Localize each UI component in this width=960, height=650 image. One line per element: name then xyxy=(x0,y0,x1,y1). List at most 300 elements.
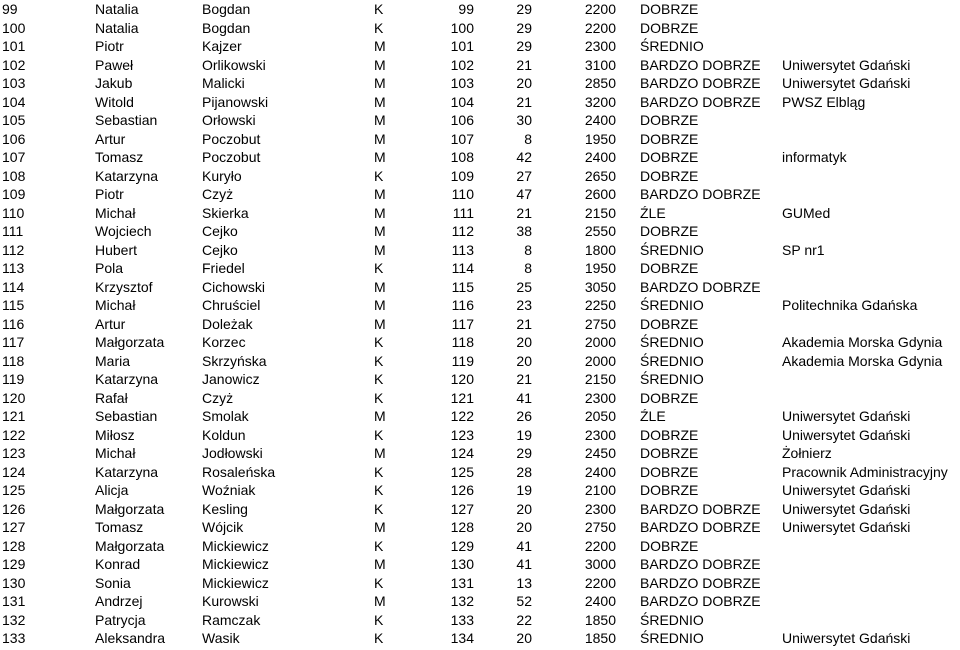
table-row xyxy=(0,296,960,315)
row-id-cell: 127 xyxy=(2,519,26,535)
table-row xyxy=(0,0,960,19)
grade-cell: DOBRZE xyxy=(640,537,699,554)
first-name-cell: Katarzyna xyxy=(95,463,159,480)
sex-cell: M xyxy=(374,56,386,73)
last-name-cell: Skierka xyxy=(202,204,249,221)
sex-cell: M xyxy=(374,445,386,461)
last-name-cell: Kajzer xyxy=(202,38,242,54)
row-id-cell: 119 xyxy=(2,371,25,387)
age-cell: 23 xyxy=(516,297,532,313)
sex-cell: M xyxy=(374,93,386,110)
salary-cell: 2450 xyxy=(584,445,616,461)
row-id-cell: 104 xyxy=(2,93,26,110)
salary-cell: 2400 xyxy=(584,149,616,165)
number-cell: 107 xyxy=(450,130,474,147)
grade-cell: DOBRZE xyxy=(640,463,699,480)
first-name-cell: Michał xyxy=(95,204,136,221)
sex-cell: K xyxy=(374,167,384,184)
table-row xyxy=(0,19,960,38)
sex-cell: M xyxy=(374,38,386,54)
number-cell: 128 xyxy=(450,519,474,535)
salary-cell: 2200 xyxy=(584,574,616,591)
row-id-cell: 133 xyxy=(2,630,26,646)
salary-cell: 2650 xyxy=(584,167,616,184)
last-name-cell: Chruściel xyxy=(202,297,261,313)
table-row xyxy=(0,407,960,426)
organization-cell: GUMed xyxy=(782,204,831,221)
grade-cell: DOBRZE xyxy=(640,482,699,498)
age-cell: 42 xyxy=(516,149,532,165)
organization-cell: Uniwersytet Gdański xyxy=(782,500,911,517)
age-cell: 29 xyxy=(516,38,532,54)
age-cell: 8 xyxy=(524,130,532,147)
age-cell: 20 xyxy=(516,352,532,369)
grade-cell: ŚREDNIO xyxy=(640,38,704,54)
table-row xyxy=(0,333,960,352)
table-row xyxy=(0,426,960,445)
number-cell: 122 xyxy=(450,408,474,424)
row-id-cell: 125 xyxy=(2,482,26,498)
grade-cell: BARDZO DOBRZE xyxy=(640,75,761,91)
age-cell: 41 xyxy=(516,556,532,572)
number-cell: 115 xyxy=(451,278,474,295)
last-name-cell: Koldun xyxy=(202,426,246,443)
first-name-cell: Sebastian xyxy=(95,408,158,424)
organization-cell: Akademia Morska Gdynia xyxy=(782,334,943,350)
row-id-cell: 101 xyxy=(2,38,26,54)
salary-cell: 2200 xyxy=(584,19,616,36)
table-row xyxy=(0,74,960,93)
organization-cell: Uniwersytet Gdański xyxy=(782,630,911,646)
row-id-cell: 99 xyxy=(2,1,18,17)
table-row xyxy=(0,389,960,408)
sex-cell: K xyxy=(374,630,384,646)
sex-cell: K xyxy=(374,352,384,369)
salary-cell: 2000 xyxy=(584,352,616,369)
number-cell: 129 xyxy=(450,537,474,554)
table-row xyxy=(0,518,960,537)
salary-cell: 2400 xyxy=(584,463,616,480)
first-name-cell: Natalia xyxy=(95,1,139,17)
row-id-cell: 108 xyxy=(2,167,26,184)
table-row xyxy=(0,370,960,389)
table-row xyxy=(0,611,960,630)
salary-cell: 1950 xyxy=(584,260,616,276)
sex-cell: M xyxy=(374,149,386,165)
organization-cell: Uniwersytet Gdański xyxy=(782,482,911,498)
first-name-cell: Konrad xyxy=(95,556,141,572)
table-row xyxy=(0,629,960,648)
first-name-cell: Sebastian xyxy=(95,112,158,128)
age-cell: 28 xyxy=(516,463,532,480)
salary-cell: 2750 xyxy=(584,519,616,535)
table-row xyxy=(0,444,960,463)
grade-cell: DOBRZE xyxy=(640,445,699,461)
sex-cell: K xyxy=(374,371,384,387)
number-cell: 104 xyxy=(450,93,474,110)
grade-cell: BARDZO DOBRZE xyxy=(640,519,761,535)
last-name-cell: Rosaleńska xyxy=(202,463,276,480)
age-cell: 47 xyxy=(516,186,532,202)
last-name-cell: Kurowski xyxy=(202,593,259,609)
last-name-cell: Czyż xyxy=(202,186,234,202)
age-cell: 19 xyxy=(516,482,532,498)
sex-cell: K xyxy=(374,463,384,480)
grade-cell: DOBRZE xyxy=(640,130,699,147)
number-cell: 132 xyxy=(450,593,474,609)
salary-cell: 2150 xyxy=(584,371,616,387)
table-row xyxy=(0,592,960,611)
number-cell: 134 xyxy=(450,630,474,646)
organization-cell: Uniwersytet Gdański xyxy=(782,75,911,91)
row-id-cell: 121 xyxy=(2,408,26,424)
number-cell: 117 xyxy=(451,315,474,332)
organization-cell: Politechnika Gdańska xyxy=(782,297,918,313)
age-cell: 21 xyxy=(516,93,532,110)
row-id-cell: 107 xyxy=(2,149,26,165)
grade-cell: ŚREDNIO xyxy=(640,611,704,628)
sex-cell: M xyxy=(374,297,386,313)
age-cell: 20 xyxy=(516,519,532,535)
last-name-cell: Mickiewicz xyxy=(202,574,269,591)
age-cell: 21 xyxy=(516,56,532,73)
number-cell: 110 xyxy=(451,186,474,202)
salary-cell: 2300 xyxy=(584,38,616,54)
last-name-cell: Bogdan xyxy=(202,1,251,17)
salary-cell: 2150 xyxy=(584,204,616,221)
number-cell: 124 xyxy=(450,445,474,461)
table-row xyxy=(0,222,960,241)
number-cell: 120 xyxy=(450,371,474,387)
last-name-cell: Bogdan xyxy=(202,19,251,36)
last-name-cell: Pijanowski xyxy=(202,93,269,110)
grade-cell: BARDZO DOBRZE xyxy=(640,93,761,110)
row-id-cell: 113 xyxy=(2,260,25,276)
grade-cell: ŚREDNIO xyxy=(640,297,704,313)
table-row xyxy=(0,500,960,519)
grade-cell: DOBRZE xyxy=(640,315,699,332)
grade-cell: DOBRZE xyxy=(640,19,699,36)
organization-cell: Żołnierz xyxy=(782,445,832,461)
last-name-cell: Korzec xyxy=(202,334,246,350)
row-id-cell: 123 xyxy=(2,445,26,461)
first-name-cell: Patrycja xyxy=(95,611,146,628)
row-id-cell: 115 xyxy=(2,297,25,313)
salary-cell: 2300 xyxy=(584,500,616,517)
table-row xyxy=(0,259,960,278)
first-name-cell: Maria xyxy=(95,352,131,369)
first-name-cell: Wojciech xyxy=(95,223,152,239)
age-cell: 20 xyxy=(516,334,532,350)
number-cell: 113 xyxy=(451,241,474,258)
row-id-cell: 110 xyxy=(2,204,25,221)
grade-cell: DOBRZE xyxy=(640,426,699,443)
first-name-cell: Katarzyna xyxy=(95,371,159,387)
grade-cell: DOBRZE xyxy=(640,260,699,276)
salary-cell: 2750 xyxy=(584,315,616,332)
last-name-cell: Kuryło xyxy=(202,167,242,184)
row-id-cell: 118 xyxy=(2,352,25,369)
sex-cell: K xyxy=(374,426,384,443)
table-row xyxy=(0,463,960,482)
age-cell: 30 xyxy=(516,112,532,128)
number-cell: 123 xyxy=(450,426,474,443)
table-row xyxy=(0,278,960,297)
last-name-cell: Smolak xyxy=(202,408,249,424)
last-name-cell: Cejko xyxy=(202,241,238,258)
row-id-cell: 109 xyxy=(2,186,26,202)
number-cell: 109 xyxy=(450,167,474,184)
first-name-cell: Artur xyxy=(95,130,126,147)
organization-cell: Uniwersytet Gdański xyxy=(782,56,911,73)
last-name-cell: Kesling xyxy=(202,500,248,517)
salary-cell: 2600 xyxy=(584,186,616,202)
number-cell: 127 xyxy=(450,500,474,517)
last-name-cell: Poczobut xyxy=(202,149,261,165)
sex-cell: K xyxy=(374,611,384,628)
sex-cell: M xyxy=(374,223,386,239)
table-row xyxy=(0,352,960,371)
row-id-cell: 132 xyxy=(2,611,26,628)
age-cell: 41 xyxy=(516,389,532,406)
number-cell: 133 xyxy=(450,611,474,628)
first-name-cell: Rafał xyxy=(95,389,128,406)
salary-cell: 2200 xyxy=(584,1,616,17)
first-name-cell: Hubert xyxy=(95,241,138,258)
row-id-cell: 112 xyxy=(2,241,25,258)
row-id-cell: 131 xyxy=(2,593,26,609)
salary-cell: 2300 xyxy=(584,426,616,443)
number-cell: 126 xyxy=(450,482,474,498)
age-cell: 21 xyxy=(516,315,532,332)
last-name-cell: Orlikowski xyxy=(202,56,266,73)
salary-cell: 2100 xyxy=(584,482,616,498)
sex-cell: K xyxy=(374,482,384,498)
first-name-cell: Natalia xyxy=(95,19,139,36)
last-name-cell: Doleżak xyxy=(202,315,253,332)
age-cell: 20 xyxy=(516,500,532,517)
last-name-cell: Ramczak xyxy=(202,611,261,628)
first-name-cell: Artur xyxy=(95,315,126,332)
table-row xyxy=(0,93,960,112)
row-id-cell: 116 xyxy=(2,315,25,332)
first-name-cell: Paweł xyxy=(95,56,134,73)
first-name-cell: Andrzej xyxy=(95,593,143,609)
first-name-cell: Aleksandra xyxy=(95,630,166,646)
age-cell: 29 xyxy=(516,19,532,36)
grade-cell: BARDZO DOBRZE xyxy=(640,56,761,73)
row-id-cell: 129 xyxy=(2,556,26,572)
table-row xyxy=(0,315,960,334)
sex-cell: M xyxy=(374,556,386,572)
organization-cell: Uniwersytet Gdański xyxy=(782,519,911,535)
sex-cell: M xyxy=(374,519,386,535)
table-row xyxy=(0,574,960,593)
last-name-cell: Mickiewicz xyxy=(202,556,269,572)
last-name-cell: Jodłowski xyxy=(202,445,263,461)
row-id-cell: 128 xyxy=(2,537,26,554)
number-cell: 101 xyxy=(450,38,474,54)
first-name-cell: Katarzyna xyxy=(95,167,159,184)
table-row xyxy=(0,148,960,167)
organization-cell: SP nr1 xyxy=(782,241,825,258)
sex-cell: K xyxy=(374,334,384,350)
last-name-cell: Woźniak xyxy=(202,482,256,498)
last-name-cell: Janowicz xyxy=(202,371,260,387)
table-row xyxy=(0,37,960,56)
sex-cell: M xyxy=(374,186,386,202)
salary-cell: 2400 xyxy=(584,593,616,609)
table-row xyxy=(0,555,960,574)
grade-cell: BARDZO DOBRZE xyxy=(640,500,761,517)
row-id-cell: 100 xyxy=(2,19,26,36)
row-id-cell: 122 xyxy=(2,426,26,443)
age-cell: 8 xyxy=(524,241,532,258)
last-name-cell: Wasik xyxy=(202,630,240,646)
last-name-cell: Cejko xyxy=(202,223,238,239)
age-cell: 22 xyxy=(516,611,532,628)
grade-cell: DOBRZE xyxy=(640,223,699,239)
salary-cell: 3000 xyxy=(584,556,616,572)
row-id-cell: 102 xyxy=(2,56,26,73)
organization-cell: informatyk xyxy=(782,149,847,165)
first-name-cell: Alicja xyxy=(95,482,129,498)
salary-cell: 2000 xyxy=(584,334,616,350)
sex-cell: M xyxy=(374,75,386,91)
number-cell: 112 xyxy=(451,223,474,239)
salary-cell: 2400 xyxy=(584,112,616,128)
organization-cell: PWSZ Elbląg xyxy=(782,93,866,110)
age-cell: 20 xyxy=(516,75,532,91)
salary-cell: 2250 xyxy=(584,297,616,313)
row-id-cell: 103 xyxy=(2,75,26,91)
table-row xyxy=(0,111,960,130)
salary-cell: 3050 xyxy=(584,278,616,295)
age-cell: 29 xyxy=(516,445,532,461)
organization-cell: Uniwersytet Gdański xyxy=(782,426,911,443)
sex-cell: M xyxy=(374,593,386,609)
row-id-cell: 120 xyxy=(2,389,26,406)
sex-cell: M xyxy=(374,204,386,221)
sex-cell: K xyxy=(374,19,384,36)
first-name-cell: Małgorzata xyxy=(95,537,165,554)
table-row xyxy=(0,167,960,186)
age-cell: 52 xyxy=(516,593,532,609)
first-name-cell: Piotr xyxy=(95,38,124,54)
salary-cell: 2850 xyxy=(584,75,616,91)
salary-cell: 3200 xyxy=(584,93,616,110)
row-id-cell: 124 xyxy=(2,463,26,480)
table-row xyxy=(0,481,960,500)
salary-cell: 1850 xyxy=(584,611,616,628)
age-cell: 21 xyxy=(516,371,532,387)
organization-cell: Pracownik Administracyjny xyxy=(782,463,948,480)
grade-cell: DOBRZE xyxy=(640,389,699,406)
first-name-cell: Tomasz xyxy=(95,149,144,165)
table-row xyxy=(0,241,960,260)
grade-cell: ŚREDNIO xyxy=(640,334,704,350)
grade-cell: DOBRZE xyxy=(640,149,699,165)
sex-cell: M xyxy=(374,130,386,147)
last-name-cell: Cichowski xyxy=(202,278,266,295)
salary-cell: 1800 xyxy=(584,241,616,258)
number-cell: 121 xyxy=(450,389,474,406)
first-name-cell: Tomasz xyxy=(95,519,144,535)
last-name-cell: Poczobut xyxy=(202,130,261,147)
salary-cell: 2300 xyxy=(584,389,616,406)
table-row xyxy=(0,56,960,75)
age-cell: 20 xyxy=(516,630,532,646)
sex-cell: K xyxy=(374,574,384,591)
grade-cell: BARDZO DOBRZE xyxy=(640,593,761,609)
sex-cell: M xyxy=(374,241,386,258)
number-cell: 108 xyxy=(450,149,474,165)
grade-cell: DOBRZE xyxy=(640,1,699,17)
number-cell: 131 xyxy=(450,574,474,591)
number-cell: 114 xyxy=(451,260,474,276)
first-name-cell: Małgorzata xyxy=(95,500,165,517)
grade-cell: DOBRZE xyxy=(640,112,699,128)
age-cell: 29 xyxy=(516,1,532,17)
last-name-cell: Orłowski xyxy=(202,112,256,128)
sex-cell: M xyxy=(374,408,386,424)
number-cell: 103 xyxy=(450,75,474,91)
age-cell: 41 xyxy=(516,537,532,554)
age-cell: 27 xyxy=(516,167,532,184)
age-cell: 19 xyxy=(516,426,532,443)
last-name-cell: Mickiewicz xyxy=(202,537,269,554)
grade-cell: ŚREDNIO xyxy=(640,630,704,646)
organization-cell: Uniwersytet Gdański xyxy=(782,408,911,424)
sex-cell: K xyxy=(374,389,384,406)
number-cell: 125 xyxy=(450,463,474,480)
row-id-cell: 105 xyxy=(2,112,26,128)
first-name-cell: Sonia xyxy=(95,574,131,591)
sex-cell: M xyxy=(374,112,386,128)
last-name-cell: Malicki xyxy=(202,75,245,91)
grade-cell: ŚREDNIO xyxy=(640,371,704,387)
last-name-cell: Czyż xyxy=(202,389,234,406)
number-cell: 102 xyxy=(450,56,474,73)
salary-cell: 2200 xyxy=(584,537,616,554)
first-name-cell: Michał xyxy=(95,297,136,313)
grade-cell: BARDZO DOBRZE xyxy=(640,574,761,591)
age-cell: 25 xyxy=(516,278,532,295)
number-cell: 100 xyxy=(450,19,474,36)
number-cell: 130 xyxy=(450,556,474,572)
first-name-cell: Krzysztof xyxy=(95,278,153,295)
first-name-cell: Jakub xyxy=(95,75,133,91)
sex-cell: K xyxy=(374,260,384,276)
salary-cell: 3100 xyxy=(584,56,616,73)
row-id-cell: 106 xyxy=(2,130,26,147)
row-id-cell: 111 xyxy=(2,223,24,239)
number-cell: 99 xyxy=(458,1,474,17)
row-id-cell: 130 xyxy=(2,574,26,591)
number-cell: 119 xyxy=(451,352,474,369)
last-name-cell: Friedel xyxy=(202,260,245,276)
row-id-cell: 126 xyxy=(2,500,26,517)
table-row xyxy=(0,130,960,149)
grade-cell: ŚREDNIO xyxy=(640,352,704,369)
age-cell: 21 xyxy=(516,204,532,221)
table-row xyxy=(0,185,960,204)
grade-cell: BARDZO DOBRZE xyxy=(640,186,761,202)
grade-cell: ŹLE xyxy=(640,408,666,424)
grade-cell: ŚREDNIO xyxy=(640,241,704,258)
salary-cell: 2050 xyxy=(584,408,616,424)
row-id-cell: 117 xyxy=(2,334,25,350)
